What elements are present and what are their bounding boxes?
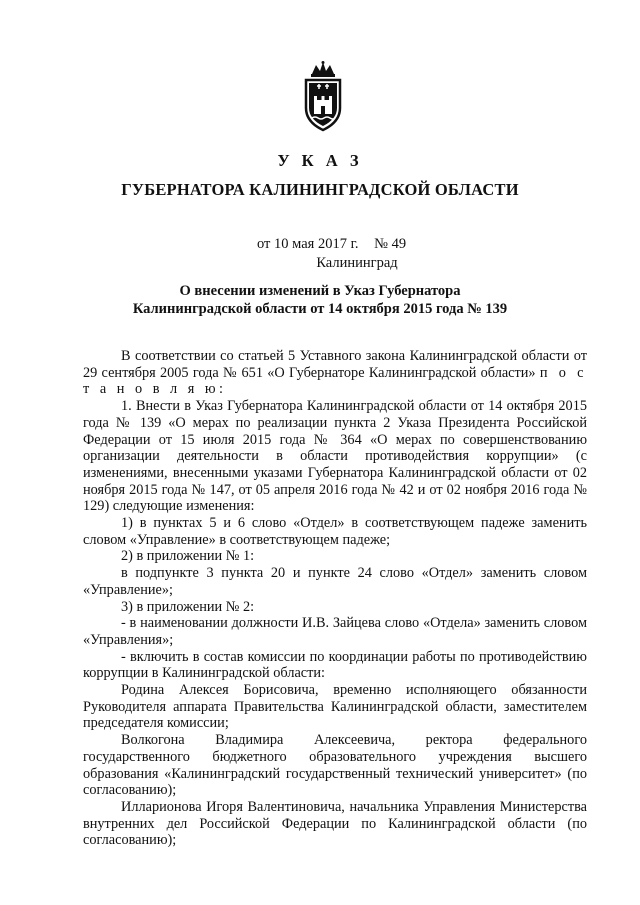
issuer-title: ГУБЕРНАТОРА КАЛИНИНГРАДСКОЙ ОБЛАСТИ (121, 180, 519, 199)
body-paragraph: 1) в пунктах 5 и 6 слово «Отдел» в соответствующем падеже заменить словом «Управление» в соответствующем падеже; (83, 515, 587, 548)
preamble-paragraph (83, 348, 587, 398)
body-paragraph: Волкогона Владимира Алексеевича, ректора федерального государственного бюджетного образовательного учреждения высшего образования «Калининградский государственный технический университет» (по согласованию); (83, 732, 587, 799)
decree-verb: п о с т а н о в л я ю: (83, 364, 588, 398)
body-paragraph: в подпункте 3 пункта 20 и пункте 24 слово «Отдел» заменить словом «Управление»; (83, 565, 587, 598)
date-number-line (257, 236, 406, 253)
subject-line-1: О внесении изменений в Указ Губернатора (179, 283, 461, 299)
body-paragraph: Илларионова Игоря Валентиновича, начальника Управления Министерства внутренних дел Российской Федерации по Калининградской области (по согласованию); (83, 798, 587, 849)
body-paragraph: Родина Алексея Борисовича, временно исполняющего обязанности Руководителя аппарата Правительства Калининградской области, заместителем председателя комиссии; (83, 682, 587, 732)
preamble-text: В соответствии со статьей 5 Уставного закона Калининградской области от 29 сентября 2005 года № 651 «О Губернаторе Калининградской области» (83, 348, 587, 381)
decree-body (83, 348, 587, 849)
body-paragraph: 2) в приложении № 1: (121, 548, 255, 565)
body-paragraph: - в наименовании должности И.В. Зайцева слово «Отдела» заменить словом «Управления»; (83, 615, 587, 648)
decree-subject (0, 282, 640, 318)
body-paragraph: 1. Внести в Указ Губернатора Калининградской области от 14 октября 2015 года № 139 «О мерах по реализации пункта 2 Указа Президента Российской Федерации от 15 июля 2015 года № 364 «О мерах по совершенствованию организации деятельности в области противодействия коррупции» (с изменениями, внесенными указами Губернатора Калининградской области от 02 ноября 2015 года № 147, от 05 апреля 2016 года № 42 и от 02 ноября 2016 года № 129) следующие изменения: (83, 398, 587, 515)
city: Калининград (316, 255, 398, 271)
subject-line-2: Калининградской области от 14 октября 2015 года № 139 (132, 301, 508, 317)
decree-date: от 10 мая 2017 г. (257, 236, 359, 252)
body-paragraph: 3) в приложении № 2: (121, 598, 255, 615)
coat-of-arms-icon (300, 60, 346, 132)
decree-number: № 49 (374, 236, 407, 252)
document-type: У К А З (277, 151, 363, 170)
body-paragraph: - включить в состав комиссии по координации работы по противодействию коррупции в Калининградской области: (83, 648, 587, 682)
